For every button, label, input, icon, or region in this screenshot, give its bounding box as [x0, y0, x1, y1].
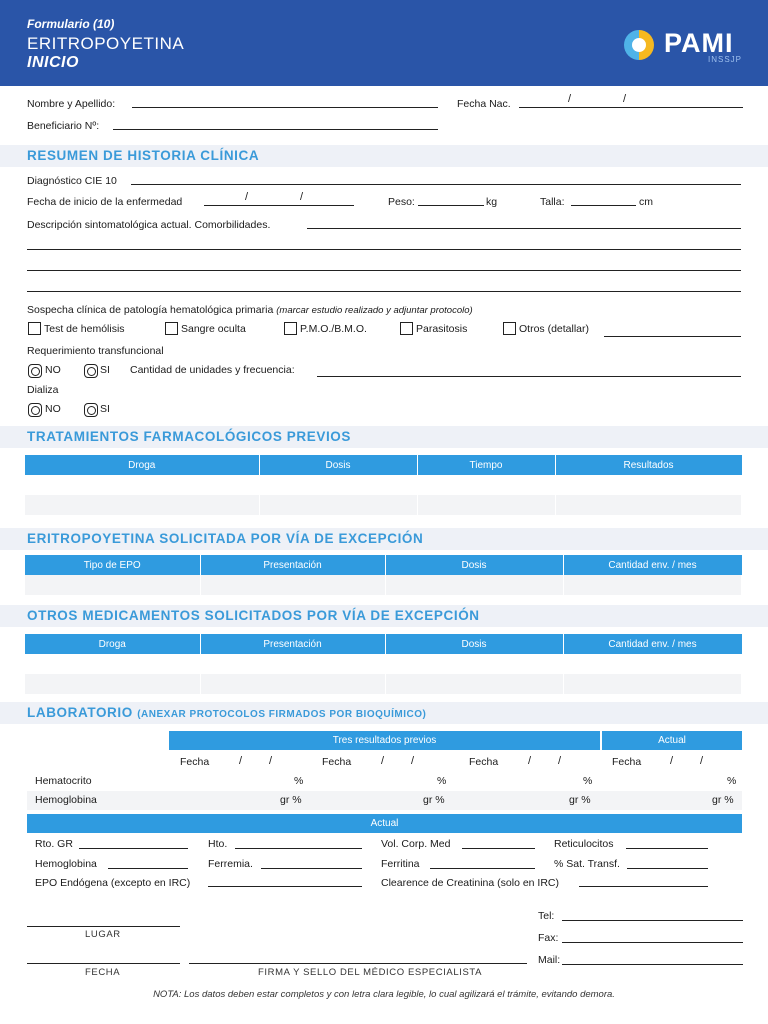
hto-field[interactable]: [235, 848, 362, 849]
units-field[interactable]: [317, 376, 741, 377]
table-cell[interactable]: [417, 495, 555, 515]
reticulocitos-label: Reticulocitos: [554, 838, 614, 850]
description-line[interactable]: [27, 249, 741, 250]
others-table: [25, 634, 742, 694]
mail-label: Mail:: [538, 954, 561, 966]
birth-field[interactable]: [519, 107, 743, 108]
description-line[interactable]: [27, 270, 741, 271]
epo-endogena-field[interactable]: [208, 886, 362, 887]
radio-transfusion-si[interactable]: [84, 364, 98, 378]
signature-label: FIRMA Y SELLO DEL MÉDICO ESPECIALISTA: [258, 967, 483, 978]
percent-unit: %: [437, 775, 447, 787]
date-separator: /: [239, 755, 243, 767]
percent-unit: %: [583, 775, 593, 787]
section-lab: [0, 702, 768, 724]
column-header: Cantidad env. / mes: [563, 634, 742, 654]
suspicion-label: [27, 304, 473, 316]
logo-name: PAMI: [664, 28, 734, 58]
mail-field[interactable]: [562, 964, 743, 965]
checkbox-parasitosis[interactable]: [400, 322, 413, 335]
lab-title: LABORATORIO: [27, 705, 133, 720]
table-row: [25, 475, 742, 495]
weight-label: Peso:: [388, 196, 415, 208]
date-separator: /: [269, 755, 273, 767]
fax-label: Fax:: [538, 932, 559, 944]
radio-transfusion-no[interactable]: [28, 364, 42, 378]
checkbox-others[interactable]: [503, 322, 516, 335]
date-separator: /: [411, 755, 415, 767]
date-field[interactable]: [27, 963, 180, 964]
percent-unit: %: [727, 775, 737, 787]
footer-note: NOTA: Los datos deben estar completos y con letra clara legible, lo cual agilizará el trámite, evitando demora.: [153, 989, 615, 1000]
table-cell[interactable]: [200, 575, 385, 595]
beneficiary-label: Beneficiario Nº:: [27, 120, 100, 132]
place-field[interactable]: [27, 926, 180, 927]
gr-percent-unit: gr %: [569, 794, 591, 806]
column-header: Presentación: [200, 634, 385, 654]
date-separator: /: [300, 191, 304, 203]
radio-dialysis-no[interactable]: [28, 403, 42, 417]
place-label: LUGAR: [85, 929, 121, 940]
section-others: OTROS MEDICAMENTOS SOLICITADOS POR VÍA DE EXCEPCIÓN: [0, 605, 768, 627]
ferritina-field[interactable]: [430, 868, 535, 869]
hemoglobin-row-bg: [27, 791, 742, 810]
section-treatments: TRATAMIENTOS FARMACOLÓGICOS PREVIOS: [0, 426, 768, 448]
weight-field[interactable]: [418, 205, 484, 206]
form-title: ERITROPOYETINA: [27, 34, 185, 53]
date-separator: /: [670, 755, 674, 767]
suspicion-text: Sospecha clínica de patología hematológica primaria: [27, 304, 274, 316]
onset-field[interactable]: [204, 205, 354, 206]
date-separator: /: [700, 755, 704, 767]
date-separator: /: [558, 755, 562, 767]
current-block-header: Actual: [27, 814, 742, 833]
description-label: Descripción sintomatológica actual. Comorbilidades.: [27, 219, 271, 231]
table-cell[interactable]: [259, 475, 417, 495]
hto-label: Hto.: [208, 838, 228, 850]
transfusion-label: Requerimiento transfuncional: [27, 345, 164, 357]
ferremia-label: Ferremia.: [208, 858, 253, 870]
units-label: Cantidad de unidades y frecuencia:: [130, 364, 295, 376]
date-label: Fecha: [180, 756, 210, 768]
form-subtitle: INICIO: [27, 54, 79, 71]
table-row: [25, 575, 742, 595]
table-cell[interactable]: [563, 654, 742, 674]
column-header: Droga: [25, 455, 259, 475]
date-separator: /: [245, 191, 249, 203]
si-label: SI: [100, 403, 110, 415]
table-cell[interactable]: [555, 495, 742, 515]
table-cell[interactable]: [25, 654, 200, 674]
hemoglobina-label: Hemoglobina: [35, 858, 97, 870]
section-epo: ERITROPOYETINA SOLICITADA POR VÍA DE EXCEPCIÓN: [0, 528, 768, 550]
column-header: Tiempo: [417, 455, 555, 475]
beneficiary-field[interactable]: [113, 129, 438, 130]
date-label: Fecha: [612, 756, 642, 768]
hematocrit-label: Hematocrito: [35, 775, 92, 787]
fax-field[interactable]: [562, 942, 743, 943]
date-separator: /: [623, 93, 627, 105]
description-field[interactable]: [307, 228, 741, 229]
birth-label: Fecha Nac.: [457, 98, 511, 110]
cie-field[interactable]: [131, 184, 741, 185]
checkbox-pmo-bmo[interactable]: [284, 322, 297, 335]
table-row: [25, 674, 742, 694]
column-header: Tipo de EPO: [25, 555, 200, 575]
section-history: RESUMEN DE HISTORIA CLÍNICA: [0, 145, 768, 167]
previous-results-header: Tres resultados previos: [169, 731, 600, 750]
clearence-field[interactable]: [579, 886, 708, 887]
study-label: Sangre oculta: [181, 323, 246, 335]
epo-endogena-label: EPO Endógena (excepto en IRC): [35, 877, 191, 889]
table-cell[interactable]: [385, 674, 563, 694]
table-cell[interactable]: [259, 495, 417, 515]
table-cell[interactable]: [25, 495, 259, 515]
table-cell[interactable]: [417, 475, 555, 495]
height-field[interactable]: [571, 205, 636, 206]
name-field[interactable]: [132, 107, 438, 108]
date-footer-label: FECHA: [85, 967, 121, 978]
height-label: Talla:: [540, 196, 565, 208]
date-separator: /: [528, 755, 532, 767]
gr-percent-unit: gr %: [423, 794, 445, 806]
pami-logo: [624, 28, 754, 68]
vcm-label: Vol. Corp. Med: [381, 838, 451, 850]
date-label: Fecha: [469, 756, 499, 768]
reticulocitos-field[interactable]: [626, 848, 708, 849]
study-label: P.M.O./B.M.O.: [300, 323, 367, 335]
table-cell[interactable]: [25, 674, 200, 694]
column-header: Droga: [25, 634, 200, 654]
hemoglobin-label: Hemoglobina: [35, 794, 97, 806]
no-label: NO: [45, 403, 61, 415]
table-cell[interactable]: [200, 654, 385, 674]
form-number: Formulario (10): [27, 17, 115, 31]
cie-label: Diagnóstico CIE 10: [27, 175, 117, 187]
onset-label: Fecha de inicio de la enfermedad: [27, 196, 183, 208]
table-cell[interactable]: [200, 674, 385, 694]
date-separator: /: [381, 755, 385, 767]
table-cell[interactable]: [563, 674, 742, 694]
rto-gr-field[interactable]: [79, 848, 188, 849]
study-label: Otros (detallar): [519, 323, 590, 335]
percent-unit: %: [294, 775, 304, 787]
table-cell[interactable]: [385, 575, 563, 595]
name-label: Nombre y Apellido:: [27, 98, 116, 110]
date-label: Fecha: [322, 756, 352, 768]
table-cell[interactable]: [25, 475, 259, 495]
weight-unit: kg: [486, 196, 498, 208]
study-label: Parasitosis: [416, 323, 468, 335]
study-label: Test de hemólisis: [44, 323, 125, 335]
description-line[interactable]: [27, 291, 741, 292]
date-separator: /: [568, 93, 572, 105]
sat-transf-label: % Sat. Transf.: [554, 858, 620, 870]
hemoglobina-field[interactable]: [108, 868, 188, 869]
vcm-field[interactable]: [462, 848, 535, 849]
rto-gr-label: Rto. GR: [35, 838, 73, 850]
logo-subtitle: INSSJP: [708, 55, 743, 64]
pami-logo-icon: [624, 30, 654, 60]
table-cell[interactable]: [25, 575, 200, 595]
epo-table: [25, 555, 742, 595]
tel-field[interactable]: [562, 920, 743, 921]
table-row: [25, 495, 742, 515]
dialysis-label: Dializa: [27, 384, 59, 396]
table-row: [25, 654, 742, 674]
column-header: Dosis: [259, 455, 417, 475]
si-label: SI: [100, 364, 110, 376]
checkbox-occult-blood[interactable]: [165, 322, 178, 335]
suspicion-note: (marcar estudio realizado y adjuntar protocolo): [276, 305, 473, 316]
table-cell[interactable]: [555, 475, 742, 495]
no-label: NO: [45, 364, 61, 376]
header-banner: [0, 0, 768, 86]
table-cell[interactable]: [385, 654, 563, 674]
clearence-label: Clearence de Creatinina (solo en IRC): [381, 877, 560, 889]
table-cell[interactable]: [563, 575, 742, 595]
sat-transf-field[interactable]: [627, 868, 708, 869]
height-unit: cm: [639, 196, 653, 208]
column-header: Presentación: [200, 555, 385, 575]
gr-percent-unit: gr %: [280, 794, 302, 806]
checkbox-hemolysis[interactable]: [28, 322, 41, 335]
treatments-table: [25, 455, 742, 515]
signature-field[interactable]: [189, 963, 527, 964]
column-header: Resultados: [555, 455, 742, 475]
ferremia-field[interactable]: [261, 868, 362, 869]
radio-dialysis-si[interactable]: [84, 403, 98, 417]
column-header: Cantidad env. / mes: [563, 555, 742, 575]
current-results-header: Actual: [602, 731, 742, 750]
others-detail-field[interactable]: [604, 336, 741, 337]
lab-note: (ANEXAR PROTOCOLOS FIRMADOS POR BIOQUÍMICO): [137, 709, 427, 720]
column-header: Dosis: [385, 555, 563, 575]
tel-label: Tel:: [538, 910, 555, 922]
gr-percent-unit: gr %: [712, 794, 734, 806]
column-header: Dosis: [385, 634, 563, 654]
ferritina-label: Ferritina: [381, 858, 420, 870]
